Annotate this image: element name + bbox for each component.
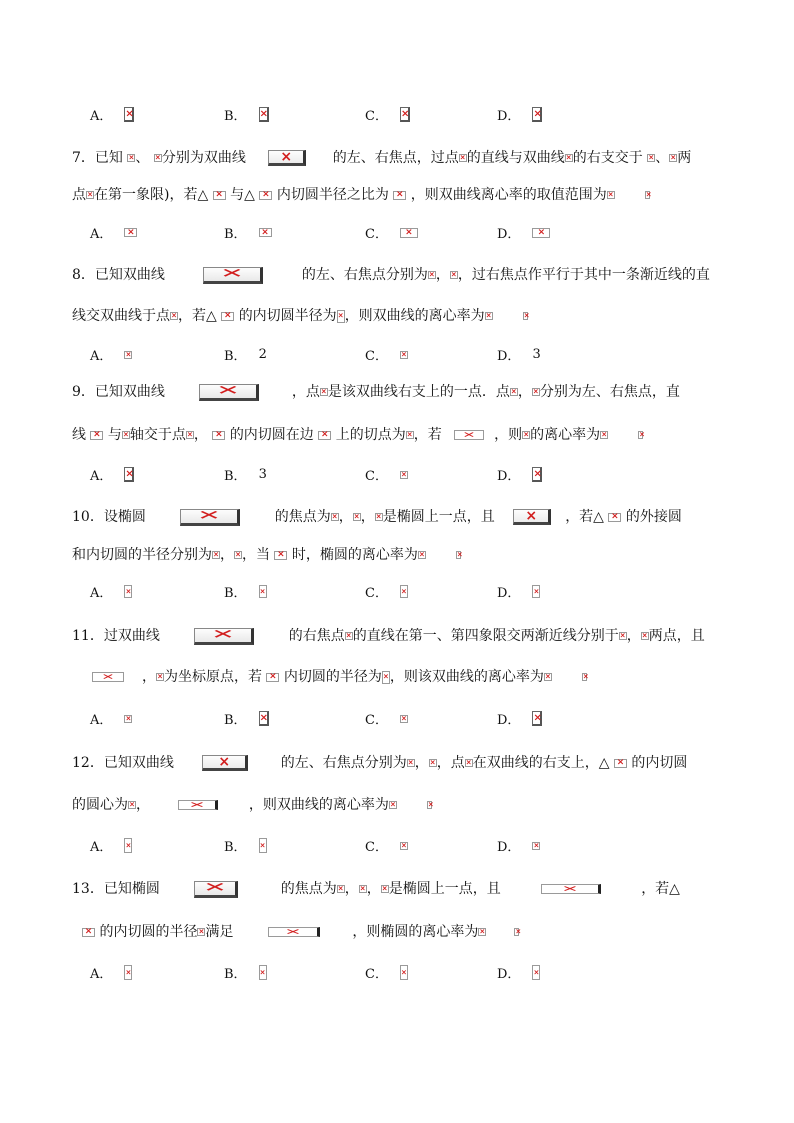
text: ，若△	[565, 509, 604, 525]
option-label-c: C．	[365, 469, 388, 484]
text: 的右焦点	[288, 628, 345, 644]
formula-image-icon	[127, 154, 135, 162]
formula-image-icon	[669, 154, 677, 162]
option-image-icon	[124, 965, 132, 980]
text: 满足	[205, 924, 234, 940]
text: ，	[360, 509, 375, 525]
formula-image-icon	[647, 154, 655, 162]
text: ，	[435, 267, 450, 283]
text: 分别为双曲线	[161, 150, 246, 166]
formula-image-icon	[170, 312, 178, 320]
option-label-c: C．	[365, 967, 388, 982]
formula-image-icon	[194, 881, 238, 898]
text: ，	[142, 669, 156, 685]
text: ，则该双曲线的离心率为	[389, 669, 544, 685]
option-image-icon	[259, 585, 267, 598]
formula-image-icon	[199, 384, 259, 401]
formula-image-icon	[641, 632, 649, 640]
q13-options	[90, 963, 650, 985]
text: 内切圆半径之比为	[276, 187, 389, 203]
text: ，当	[242, 547, 270, 563]
formula-image-icon	[122, 431, 130, 439]
q7-line-1	[72, 148, 724, 168]
formula-image-icon	[213, 191, 226, 200]
text: ，则	[494, 427, 523, 443]
text: ，	[626, 628, 641, 644]
option-image-icon	[532, 585, 540, 598]
text: 在第一象限)，若△	[94, 187, 209, 203]
text: 、	[655, 150, 670, 166]
option-image-icon	[532, 965, 540, 980]
option-image-icon	[532, 228, 550, 238]
option-label-b: B．	[224, 713, 247, 728]
text: 设椭圆	[103, 509, 146, 525]
question-number: 11．	[72, 628, 104, 644]
text: 的左、右焦点，过点	[332, 150, 459, 166]
formula-image-icon	[197, 928, 205, 936]
formula-image-icon	[234, 551, 242, 559]
formula-image-icon	[268, 150, 306, 166]
formula-image-icon	[274, 551, 287, 560]
formula-image-icon	[565, 154, 573, 162]
formula-image-icon	[194, 628, 254, 645]
option-image-icon	[400, 228, 418, 238]
formula-image-icon	[92, 672, 124, 682]
text: ，	[366, 881, 381, 897]
broken-image-icon	[124, 107, 134, 122]
option-label-c: C．	[365, 109, 388, 124]
formula-image-icon	[619, 632, 627, 640]
text: 上的切点为	[335, 427, 406, 443]
text: ，点	[436, 755, 465, 771]
text: ，则双曲线的离心率为	[344, 308, 485, 324]
text: ，点	[291, 384, 320, 400]
q13-line-2	[72, 922, 724, 942]
option-image-icon	[400, 585, 408, 598]
formula-image-icon	[331, 513, 339, 521]
formula-image-icon	[544, 673, 552, 681]
text: 过双曲线	[103, 628, 160, 644]
formula-image-icon	[485, 312, 493, 320]
text: 为坐标原点，若	[164, 669, 262, 685]
formula-image-icon	[532, 388, 540, 396]
formula-image-icon	[86, 191, 94, 199]
q11-options	[90, 709, 650, 731]
text: 轴交于点	[129, 427, 186, 443]
option-image-icon	[532, 842, 540, 850]
option-label-b: B．	[224, 469, 247, 484]
q13-line-1	[72, 879, 724, 899]
text: 的内切圆在边	[229, 427, 314, 443]
option-label-b: B．	[224, 349, 247, 364]
q12-options	[90, 836, 650, 858]
formula-image-icon	[345, 632, 353, 640]
text: 的右支交于	[572, 150, 643, 166]
option-image-icon	[400, 351, 408, 359]
formula-image-icon	[381, 885, 389, 893]
option-label-a: A．	[90, 586, 113, 601]
formula-image-icon	[600, 431, 608, 439]
formula-image-icon	[180, 509, 240, 526]
text: 两	[677, 150, 692, 166]
q9-line-1	[72, 382, 724, 402]
formula-image-icon	[212, 431, 225, 440]
formula-image-icon	[428, 271, 436, 279]
option-label-b: B．	[224, 967, 247, 982]
formula-image-icon	[478, 928, 486, 936]
option-label-a: A．	[90, 227, 113, 242]
formula-image-icon	[450, 271, 458, 279]
q9-options	[90, 465, 650, 487]
text: 的离心率为	[530, 427, 601, 443]
option-label-c: C．	[365, 227, 388, 242]
option-label-a: A．	[90, 109, 113, 124]
placeholder-image-icon	[523, 312, 528, 320]
option-label-a: A．	[90, 967, 113, 982]
q11-line-2	[72, 667, 724, 687]
formula-image-icon	[154, 154, 162, 162]
option-label-c: C．	[365, 840, 388, 855]
text: 、	[135, 150, 150, 166]
formula-image-icon	[418, 551, 426, 559]
text: ，则双曲线离心率的取值范围为	[410, 187, 607, 203]
text: ，若△	[641, 881, 680, 897]
option-label-d: D．	[497, 109, 521, 124]
option-image-icon	[124, 467, 134, 482]
formula-image-icon	[375, 513, 383, 521]
q9-line-2	[72, 425, 724, 445]
question-number: 10．	[72, 509, 104, 525]
text: 的内切圆半径为	[238, 308, 337, 324]
q8-line-1	[72, 265, 724, 285]
option-image-icon	[124, 715, 132, 723]
question-number: 12．	[72, 755, 104, 771]
formula-image-icon	[513, 509, 551, 525]
option-image-icon	[124, 838, 132, 853]
text: 的左、右焦点分别为	[301, 267, 428, 283]
formula-image-icon	[318, 431, 331, 440]
text: 的直线在第一、第四象限交两渐近线分别于	[352, 628, 619, 644]
text: 两点，且	[648, 628, 705, 644]
option-image-icon	[259, 711, 269, 726]
placeholder-image-icon	[645, 191, 650, 199]
formula-image-icon	[337, 885, 345, 893]
q6-options	[90, 105, 650, 127]
formula-image-icon	[268, 927, 320, 937]
q12-line-1	[72, 753, 724, 773]
text: 的内切圆的半径	[99, 924, 198, 940]
text: ，	[193, 427, 208, 443]
text: ，	[517, 384, 532, 400]
q12-line-2	[72, 795, 724, 815]
text: 的直线与双曲线	[466, 150, 565, 166]
option-image-icon	[259, 228, 272, 237]
question-number: 13．	[72, 881, 104, 897]
formula-image-icon	[203, 267, 263, 284]
option-image-icon	[124, 585, 132, 598]
formula-image-icon	[407, 759, 415, 767]
formula-image-icon	[510, 388, 518, 396]
formula-image-icon	[156, 673, 164, 681]
q8-line-2	[72, 306, 724, 326]
q8-options	[90, 345, 650, 367]
broken-image-icon	[259, 107, 269, 122]
option-label-d: D．	[497, 713, 521, 728]
option-label-d: D．	[497, 469, 521, 484]
option-image-icon	[400, 715, 408, 723]
option-label-c: C．	[365, 586, 388, 601]
text: 线交双曲线于点	[72, 308, 170, 324]
formula-image-icon	[522, 431, 530, 439]
formula-image-icon	[337, 310, 345, 323]
formula-image-icon	[614, 759, 627, 768]
formula-image-icon	[459, 154, 467, 162]
formula-image-icon	[465, 759, 473, 767]
option-label-a: A．	[90, 713, 113, 728]
option-image-icon	[124, 351, 132, 359]
question-number: 8．	[72, 267, 95, 283]
option-image-icon	[124, 228, 137, 237]
option-value: 3	[532, 347, 541, 362]
q7-options	[90, 223, 650, 245]
text: ，	[338, 509, 353, 525]
formula-image-icon	[266, 673, 279, 682]
broken-image-icon	[400, 107, 410, 122]
text: 线	[72, 427, 86, 443]
option-image-icon	[400, 471, 408, 479]
formula-image-icon	[541, 884, 601, 894]
option-label-b: B．	[224, 840, 247, 855]
text: 的内切圆	[631, 755, 688, 771]
q10-options	[90, 582, 650, 604]
text: ，	[414, 755, 429, 771]
text: 点	[72, 187, 86, 203]
option-label-a: A．	[90, 469, 113, 484]
option-image-icon	[532, 467, 542, 482]
formula-image-icon	[186, 431, 194, 439]
option-image-icon	[400, 842, 408, 850]
text: 已知双曲线	[103, 755, 174, 771]
text: 和内切圆的半径分别为	[72, 547, 212, 563]
question-number: 7．	[72, 150, 95, 166]
formula-image-icon	[212, 551, 220, 559]
text: 在双曲线的右支上，△	[472, 755, 610, 771]
text: 的焦点为	[274, 509, 331, 525]
formula-image-icon	[221, 312, 234, 321]
text: 的焦点为	[280, 881, 337, 897]
formula-image-icon	[128, 801, 136, 809]
placeholder-image-icon	[427, 801, 432, 809]
option-label-d: D．	[497, 586, 521, 601]
text: ，若△	[178, 308, 217, 324]
option-image-icon	[259, 965, 267, 980]
text: ，过右焦点作平行于其中一条渐近线的直	[457, 267, 710, 283]
option-label-c: C．	[365, 713, 388, 728]
q10-line-1	[72, 507, 724, 527]
broken-image-icon	[532, 107, 542, 122]
formula-image-icon	[359, 885, 367, 893]
formula-image-icon	[406, 431, 414, 439]
text: 时，椭圆的离心率为	[291, 547, 418, 563]
text: ，	[220, 547, 234, 563]
text: 内切圆的半径为	[283, 669, 382, 685]
option-label-a: A．	[90, 349, 113, 364]
option-label-c: C．	[365, 349, 388, 364]
text: 与	[107, 427, 122, 443]
option-value: 2	[258, 347, 267, 362]
option-image-icon	[532, 711, 542, 726]
text: ，则椭圆的离心率为	[352, 924, 479, 940]
formula-image-icon	[389, 801, 397, 809]
text: 的外接圆	[625, 509, 682, 525]
option-label-d: D．	[497, 227, 521, 242]
formula-image-icon	[90, 431, 103, 440]
text: ，	[136, 797, 150, 813]
option-label-b: B．	[224, 227, 247, 242]
text: 已知双曲线	[94, 384, 165, 400]
text: 已知双曲线	[94, 267, 165, 283]
formula-image-icon	[353, 513, 361, 521]
formula-image-icon	[178, 800, 218, 810]
formula-image-icon	[454, 430, 484, 440]
text: 与△	[230, 187, 255, 203]
option-label-d: D．	[497, 967, 521, 982]
text: ，则双曲线的离心率为	[248, 797, 389, 813]
text: 的左、右焦点分别为	[280, 755, 407, 771]
option-label-d: D．	[497, 840, 521, 855]
formula-image-icon	[608, 513, 621, 522]
option-value: 3	[258, 467, 267, 482]
formula-image-icon	[429, 759, 437, 767]
placeholder-image-icon	[638, 431, 643, 439]
formula-image-icon	[320, 388, 328, 396]
q7-line-2	[72, 185, 724, 205]
text: 已知	[94, 150, 123, 166]
option-image-icon	[259, 838, 267, 853]
option-label-d: D．	[497, 349, 521, 364]
formula-image-icon	[382, 671, 390, 684]
option-label-a: A．	[90, 840, 113, 855]
option-label-b: B．	[224, 109, 247, 124]
question-number: 9．	[72, 384, 95, 400]
text: 的圆心为	[72, 797, 128, 813]
option-image-icon	[400, 965, 408, 980]
formula-image-icon	[393, 191, 406, 200]
formula-image-icon	[259, 191, 272, 200]
formula-image-icon	[82, 928, 95, 937]
q10-line-2	[72, 545, 724, 565]
option-label-b: B．	[224, 586, 247, 601]
placeholder-image-icon	[456, 551, 461, 559]
text: ，若	[413, 427, 442, 443]
text: 是该双曲线右支上的一点．点	[327, 384, 510, 400]
q11-line-1	[72, 626, 724, 646]
placeholder-image-icon	[514, 928, 519, 936]
formula-image-icon	[607, 191, 615, 199]
text: 分别为左、右焦点，直	[539, 384, 680, 400]
text: 已知椭圆	[103, 881, 160, 897]
text: 是椭圆上一点，且	[382, 509, 495, 525]
formula-image-icon	[202, 755, 248, 771]
text: 是椭圆上一点，且	[388, 881, 501, 897]
placeholder-image-icon	[582, 673, 587, 681]
text: ，	[344, 881, 359, 897]
